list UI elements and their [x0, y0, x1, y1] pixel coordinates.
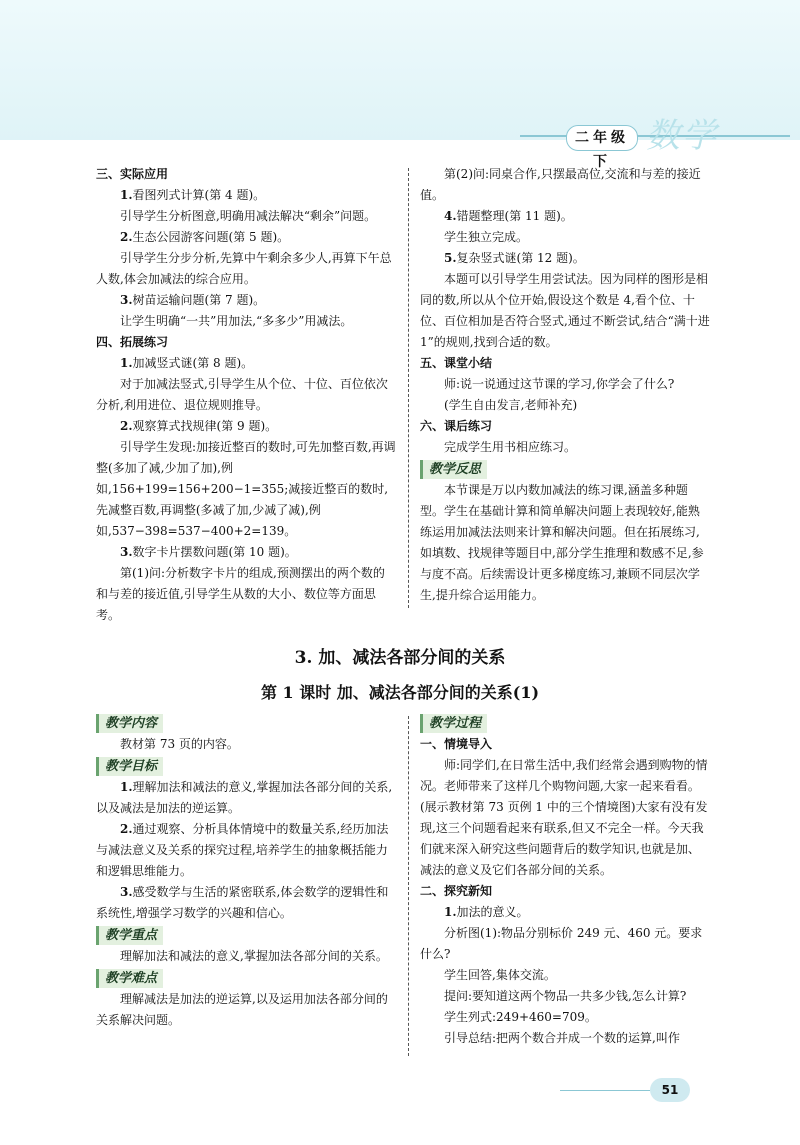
numbered-item [96, 353, 396, 374]
lower-left-column [96, 712, 396, 1031]
subject-logo: 数学 [646, 116, 718, 156]
paragraph: 完成学生用书相应练习。 [444, 440, 577, 454]
item-text: 数字卡片摆数问题(第 10 题)。 [132, 545, 297, 559]
section-tag-row [420, 458, 710, 480]
item-number: 3. [120, 545, 133, 559]
section-tag: 教学反思 [420, 460, 487, 479]
item-text: 看图列式计算(第 4 题)。 [132, 188, 266, 202]
paragraph: 师:同学们,在日常生活中,我们经常会遇到购物的情况。老师带来了这样几个购物问题,大家一起来看看。(展示教材第 73 页例 1 中的三个情境图)大家有没有发现,这三个问题看起来有联系,但又不完全一样。今天我们就来深入研究这些问题背后的数学知识,也就是加、减法的意义及它们各部分间的关系。 [420, 758, 708, 877]
item-text: 树苗运输问题(第 7 题)。 [132, 293, 266, 307]
section-tag: 教学目标 [96, 757, 163, 776]
section-tag: 教学内容 [96, 714, 163, 733]
item-text: 加法的意义。 [456, 905, 529, 919]
upper-right-column [420, 164, 710, 606]
paragraph: (学生自由发言,老师补充) [444, 398, 578, 412]
item-number: 2. [120, 230, 133, 244]
section-tag: 教学难点 [96, 969, 163, 988]
paragraph: 师:说一说通过这节课的学习,你学会了什么? [444, 377, 675, 391]
section-tag-row [96, 967, 396, 989]
numbered-item [96, 777, 396, 819]
paragraph: 理解加法和减法的意义,掌握加法各部分间的关系。 [120, 949, 388, 963]
item-number: 2. [120, 419, 133, 433]
section-heading: 四、拓展练习 [96, 335, 169, 349]
lesson-title: 第 1 课时 加、减法各部分间的关系(1) [260, 683, 540, 702]
section-tag-row [96, 924, 396, 946]
paragraph: 学生回答,集体交流。 [444, 968, 556, 982]
numbered-item [420, 206, 710, 227]
paragraph: 提问:要知道这两个物品一共多少钱,怎么计算? [444, 989, 687, 1003]
lower-column-divider [408, 716, 409, 1056]
item-number: 1. [444, 905, 457, 919]
paragraph: 引导总结:把两个数合并成一个数的运算,叫作 [444, 1031, 680, 1045]
section-tag-row [96, 755, 396, 777]
numbered-item [96, 290, 396, 311]
paragraph: 引导学生分步分析,先算中午剩余多少人,再算下午总人数,体会加减法的综合应用。 [96, 251, 392, 286]
numbered-item [96, 416, 396, 437]
numbered-item [96, 819, 396, 882]
section-heading: 六、课后练习 [420, 419, 493, 433]
numbered-item [420, 902, 710, 923]
numbered-item [420, 248, 710, 269]
paragraph: 引导学生发现:加接近整百的数时,可先加整百数,再调整(多加了减,少加了加),例如,156+199=156+200−1=355;减接近整百的数时,先减整百数,再调整(多减了加,少减了减),例如,537−398=537−400+2=139。 [96, 440, 396, 538]
item-text: 生态公园游客问题(第 5 题)。 [132, 230, 290, 244]
paragraph: 本节课是万以内数加减法的练习课,涵盖多种题型。学生在基础计算和简单解决问题上表现较好,能熟练运用加减法法则来计算和解决问题。但在拓展练习,如填数、找规律等题目中,部分学生推理和数感不足,参与度不高。后续需设计更多梯度练习,兼顾不同层次学生,提升综合运用能力。 [420, 483, 704, 602]
upper-left-column [96, 164, 396, 626]
item-number: 4. [444, 209, 457, 223]
paragraph: 教材第 73 页的内容。 [120, 737, 239, 751]
paragraph: 对于加减法竖式,引导学生从个位、十位、百位依次分析,利用进位、退位规则推导。 [96, 377, 388, 412]
paragraph: 第(2)问:同桌合作,只摆最高位,交流和与差的接近值。 [420, 167, 701, 202]
grade-label: 二年级下 [566, 125, 638, 151]
paragraph: 第(1)问:分析数字卡片的组成,预测摆出的两个数的和与差的接近值,引导学生从数的大小、数位等方面思考。 [96, 566, 385, 622]
paragraph: 理解减法是加法的逆运算,以及运用加法各部分间的关系解决问题。 [96, 992, 388, 1027]
item-number: 5. [444, 251, 457, 265]
item-text: 感受数学与生活的紧密联系,体会数学的逻辑性和系统性,增强学习数学的兴趣和信心。 [96, 885, 389, 920]
paragraph: 本题可以引导学生用尝试法。因为同样的图形是相同的数,所以从个位开始,假设这个数是 4,看个位、十位、百位相加是否符合竖式,通过不断尝试,结合“满十进 1”的规则,找到合适的数。 [420, 272, 710, 349]
paragraph: 学生独立完成。 [444, 230, 529, 244]
paragraph: 学生列式:249+460=709。 [444, 1010, 597, 1024]
section-tag-row [420, 712, 710, 734]
item-number: 1. [120, 780, 133, 794]
item-text: 复杂竖式谜(第 12 题)。 [456, 251, 585, 265]
item-number: 3. [120, 293, 133, 307]
numbered-item [96, 542, 396, 563]
section-tag: 教学过程 [420, 714, 487, 733]
item-number: 3. [120, 885, 133, 899]
lower-right-column [420, 712, 710, 1049]
item-number: 2. [120, 822, 133, 836]
item-text: 加减竖式谜(第 8 题)。 [132, 356, 254, 370]
paragraph: 让学生明确“一共”用加法,“多多少”用减法。 [120, 314, 353, 328]
item-text: 通过观察、分析具体情境中的数量关系,经历加法与减法意义及关系的探究过程,培养学生的抽象概括能力和逻辑思维能力。 [96, 822, 389, 878]
section-heading: 二、探究新知 [420, 884, 493, 898]
upper-column-divider [408, 168, 409, 608]
numbered-item [96, 185, 396, 206]
page-number: 51 [650, 1078, 690, 1102]
numbered-item [96, 882, 396, 924]
paragraph: 引导学生分析图意,明确用减法解决“剩余”问题。 [120, 209, 377, 223]
section-tag: 教学重点 [96, 926, 163, 945]
section-heading: 三、实际应用 [96, 167, 169, 181]
paragraph: 分析图(1):物品分别标价 249 元、460 元。要求什么? [420, 926, 703, 961]
item-text: 错题整理(第 11 题)。 [456, 209, 573, 223]
item-number: 1. [120, 188, 133, 202]
item-text: 观察算式找规律(第 9 题)。 [132, 419, 278, 433]
numbered-item [96, 227, 396, 248]
section-heading: 五、课堂小结 [420, 356, 493, 370]
item-number: 1. [120, 356, 133, 370]
page-number-decor-line [560, 1090, 650, 1091]
section-heading: 一、情境导入 [420, 737, 493, 751]
section-title: 3. 加、减法各部分间的关系 [294, 648, 506, 668]
item-text: 理解加法和减法的意义,掌握加法各部分间的关系,以及减法是加法的逆运算。 [96, 780, 393, 815]
section-tag-row [96, 712, 396, 734]
